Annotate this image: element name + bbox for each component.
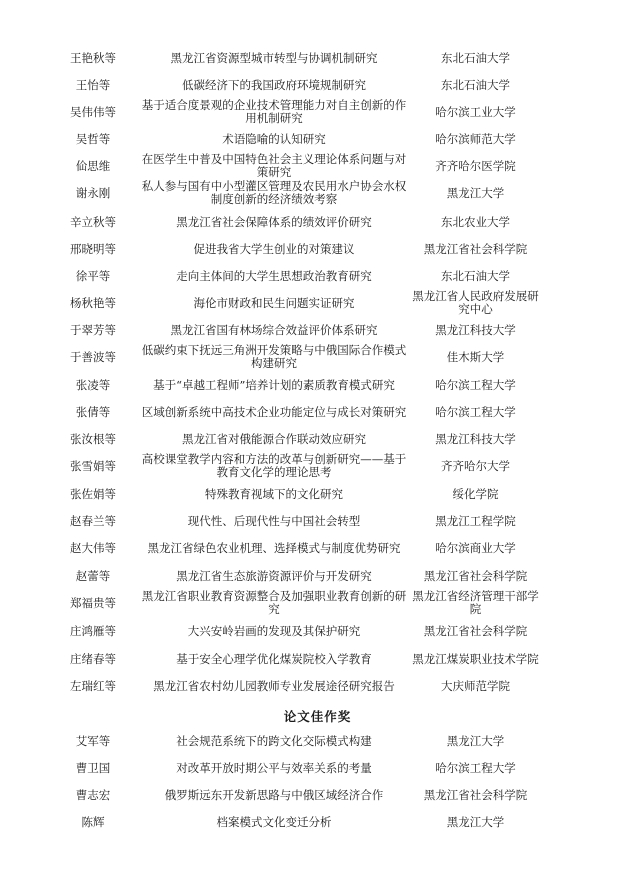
table-row	[0, 728, 635, 754]
project-title: 术语隐喻的认知研究	[222, 131, 326, 146]
table-row	[0, 618, 635, 644]
institution: 哈尔滨工程大学	[435, 377, 516, 392]
author-name: 辛立秋等	[70, 214, 116, 229]
institution: 黑龙江省社会科学院	[423, 568, 528, 583]
author-name: 庄鸿雁等	[70, 623, 116, 638]
table-row	[0, 481, 635, 507]
table-row	[0, 317, 635, 343]
table-row	[0, 372, 635, 398]
table-row	[0, 99, 635, 125]
project-title: 档案模式文化变迁分析	[216, 814, 332, 829]
project-title: 对改革开放时期公平与效率关系的考量	[176, 760, 372, 775]
institution: 东北石油大学	[441, 77, 510, 92]
institution: 哈尔滨工业大学	[435, 104, 516, 119]
table-row	[0, 563, 635, 589]
section-heading: 论文佳作奖	[283, 709, 352, 724]
project-title: 黑龙江省对俄能源合作联动效应研究	[182, 431, 366, 446]
table-row	[0, 535, 635, 561]
author-name: 于翠芳等	[70, 322, 116, 337]
project-title: 现代性、后现代性与中国社会转型	[187, 513, 361, 528]
project-title: 黑龙江省生态旅游资源评价与开发研究	[176, 568, 372, 583]
author-name: 左瑞红等	[70, 678, 116, 693]
institution: 哈尔滨工程大学	[435, 760, 516, 775]
institution: 黑龙江省社会科学院	[423, 623, 528, 638]
author-name: 谢永刚	[75, 185, 111, 200]
institution: 黑龙江省经济管理干部学院	[412, 589, 539, 616]
project-title: 社会规范系统下的跨文化交际模式构建	[176, 733, 372, 748]
author-name: 赵蕾等	[75, 568, 111, 583]
table-row	[0, 508, 635, 534]
author-name: 佡思维	[75, 158, 111, 173]
table-row	[0, 453, 635, 479]
author-name: 曹卫国	[75, 760, 111, 775]
author-name: 徐平等	[75, 268, 111, 283]
table-row	[0, 646, 635, 672]
author-name: 赵大伟等	[70, 540, 116, 555]
table-row	[0, 263, 635, 289]
project-title: 区域创新系统中高技术企业功能定位与成长对策研究	[141, 404, 407, 419]
table-row	[0, 809, 635, 835]
project-title: 特殊教育视域下的文化研究	[205, 486, 343, 501]
institution: 黑龙江大学	[446, 814, 505, 829]
author-name: 于善波等	[70, 349, 116, 364]
project-title: 黑龙江省职业教育资源整合及加强职业教育创新的研究	[141, 589, 407, 616]
author-name: 艾军等	[75, 733, 111, 748]
table-row	[0, 209, 635, 235]
institution: 哈尔滨师范大学	[435, 131, 516, 146]
institution: 黑龙江工程学院	[435, 513, 516, 528]
institution: 东北石油大学	[441, 268, 510, 283]
project-title: 黑龙江省农村幼儿园教师专业发展途径研究报告	[153, 678, 395, 693]
author-name: 曹志宏	[75, 787, 111, 802]
institution: 佳木斯大学	[446, 349, 505, 364]
institution: 黑龙江大学	[446, 185, 505, 200]
project-title: 海伦市财政和民生问题实证研究	[193, 295, 355, 310]
author-name: 张凌等	[75, 377, 111, 392]
table-row	[0, 236, 635, 262]
institution: 黑龙江科技大学	[435, 322, 516, 337]
institution: 黑龙江省人民政府发展研究中心	[412, 289, 539, 316]
table-row	[0, 673, 635, 699]
table-row	[0, 782, 635, 808]
project-title: 走向主体间的大学生思想政治教育研究	[176, 268, 372, 283]
institution: 黑龙江煤炭职业技术学院	[412, 651, 539, 666]
author-name: 赵春兰等	[70, 513, 116, 528]
institution: 东北农业大学	[441, 214, 510, 229]
author-name: 张倩等	[75, 404, 111, 419]
author-name: 吴哲等	[75, 131, 111, 146]
table-row	[0, 426, 635, 452]
institution: 哈尔滨商业大学	[435, 540, 516, 555]
project-title: 私人参与国有中小型灌区管理及农民用水户协会水权制度创新的经济绩效考察	[141, 179, 407, 206]
author-name: 杨秋艳等	[70, 295, 116, 310]
institution: 大庆师范学院	[441, 678, 510, 693]
table-row	[0, 290, 635, 316]
author-name: 吴伟伟等	[70, 104, 116, 119]
author-name: 郑福贵等	[70, 595, 116, 610]
author-name: 邢晓明等	[70, 241, 116, 256]
institution: 黑龙江科技大学	[435, 431, 516, 446]
project-title: 低碳约束下抚远三角洲开发策略与中俄国际合作模式构建研究	[141, 343, 407, 370]
author-name: 陈辉	[81, 814, 105, 829]
project-title: 俄罗斯远东开发新思路与中俄区域经济合作	[164, 787, 384, 802]
table-row	[0, 45, 635, 71]
project-title: 黑龙江省绿色农业机理、选择模式与制度优势研究	[147, 540, 401, 555]
table-row	[0, 399, 635, 425]
institution: 哈尔滨工程大学	[435, 404, 516, 419]
project-title: 基于适合度景观的企业技术管理能力对自主创新的作用机制研究	[141, 98, 407, 125]
table-row	[0, 180, 635, 206]
project-title: 基于“卓越工程师”培养计划的素质教育模式研究	[153, 377, 395, 392]
project-title: 黑龙江省社会保障体系的绩效评价研究	[176, 214, 372, 229]
institution: 黑龙江省社会科学院	[423, 241, 528, 256]
author-name: 张汝根等	[70, 431, 116, 446]
institution: 东北石油大学	[441, 50, 510, 65]
institution: 齐齐哈尔医学院	[435, 158, 516, 173]
project-title: 黑龙江省资源型城市转型与协调机制研究	[170, 50, 378, 65]
author-name: 王艳秋等	[70, 50, 116, 65]
project-title: 基于安全心理学优化煤炭院校入学教育	[176, 651, 372, 666]
project-title: 促进我省大学生创业的对策建议	[193, 241, 355, 256]
table-row	[0, 72, 635, 98]
table-row	[0, 755, 635, 781]
institution: 黑龙江大学	[446, 733, 505, 748]
table-row	[0, 153, 635, 179]
table-row	[0, 590, 635, 616]
institution: 齐齐哈尔大学	[441, 458, 510, 473]
project-title: 黑龙江省国有林场综合效益评价体系研究	[170, 322, 378, 337]
author-name: 庄绪春等	[70, 651, 116, 666]
project-title: 低碳经济下的我国政府环境规制研究	[182, 77, 366, 92]
table-row	[0, 126, 635, 152]
author-name: 王怡等	[75, 77, 111, 92]
project-title: 大兴安岭岩画的发现及其保护研究	[187, 623, 361, 638]
project-title: 在医学生中普及中国特色社会主义理论体系问题与对策研究	[141, 152, 407, 179]
project-title: 高校课堂教学内容和方法的改革与创新研究——基于教育文化学的理论思考	[141, 452, 407, 479]
author-name: 张佐娟等	[70, 486, 116, 501]
institution: 绥化学院	[452, 486, 499, 501]
author-name: 张雪娟等	[70, 458, 116, 473]
table-row	[0, 344, 635, 370]
institution: 黑龙江省社会科学院	[423, 787, 528, 802]
